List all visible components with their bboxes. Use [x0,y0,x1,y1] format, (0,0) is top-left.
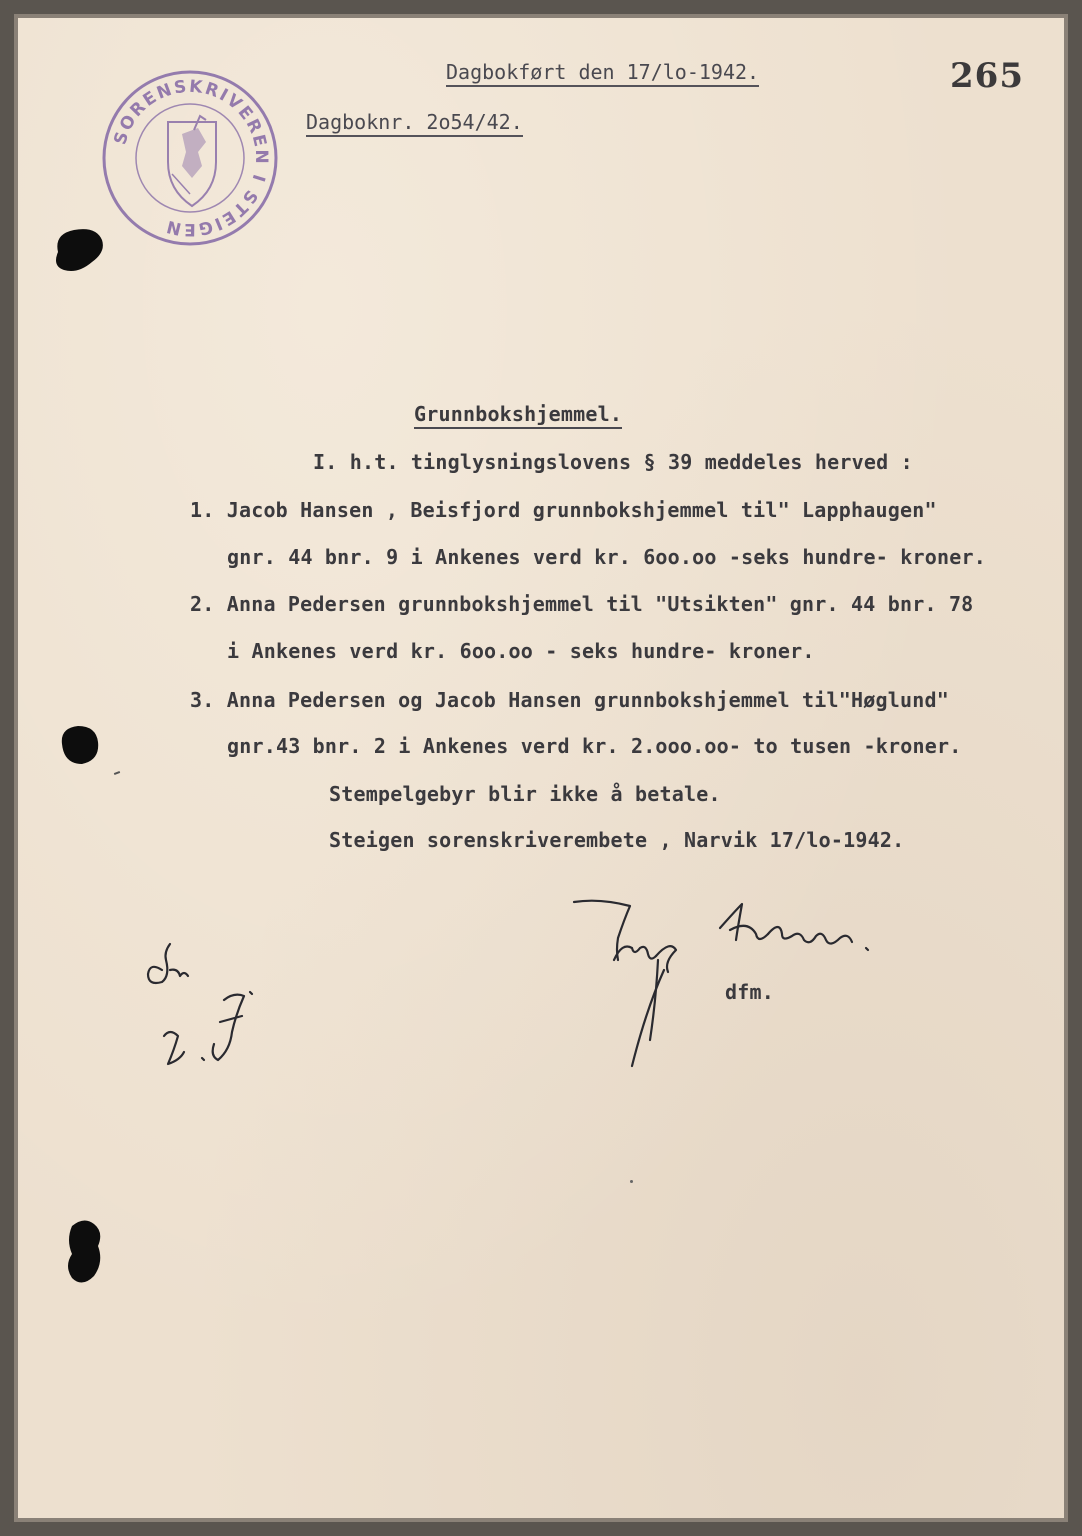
fee-note: Stempelgebyr blir ikke å betale. [329,782,721,806]
document-title: Grunnbokshjemmel. [414,402,622,429]
intro-line: I. h.t. tinglysningslovens § 39 meddeles herved : [313,450,913,474]
official-stamp [98,66,282,250]
signature-title: dfm. [725,980,774,1004]
handwritten-initials [140,940,270,1080]
ink-blot-1 [48,222,108,278]
item-3-line-2: gnr.43 bnr. 2 i Ankenes verd kr. 2.ooo.oo- to tusen -kroner. [227,734,962,758]
stamp-text: SORENSKRIVEREN I STEIGEN [110,76,272,240]
journal-number-line: Dagboknr. 2o54/42. [306,110,523,137]
item-1-line-1: 1. Jacob Hansen , Beisfjord grunnbokshjemmel til" Lapphaugen" [190,498,937,522]
journal-date-line: Dagbokført den 17/lo-1942. [446,60,759,87]
ink-blot-3 [64,1216,106,1288]
item-2-line-1: 2. Anna Pedersen grunnbokshjemmel til "Utsikten" gnr. 44 bnr. 78 [190,592,974,616]
item-3-line-1: 3. Anna Pedersen og Jacob Hansen grunnbokshjemmel til"Høglund" [190,688,949,712]
item-2-line-2: i Ankenes verd kr. 6oo.oo - seks hundre- kroner. [227,639,815,663]
paper-dot [630,1180,633,1183]
ink-blot-2 [56,722,104,768]
paper-mark [114,771,120,775]
coat-of-arms-icon [168,116,216,206]
place-date-line: Steigen sorenskriverembete , Narvik 17/lo-1942. [329,828,905,852]
item-1-line-2: gnr. 44 bnr. 9 i Ankenes verd kr. 6oo.oo -seks hundre- kroner. [227,545,986,569]
page-number: 265 [950,56,1024,96]
